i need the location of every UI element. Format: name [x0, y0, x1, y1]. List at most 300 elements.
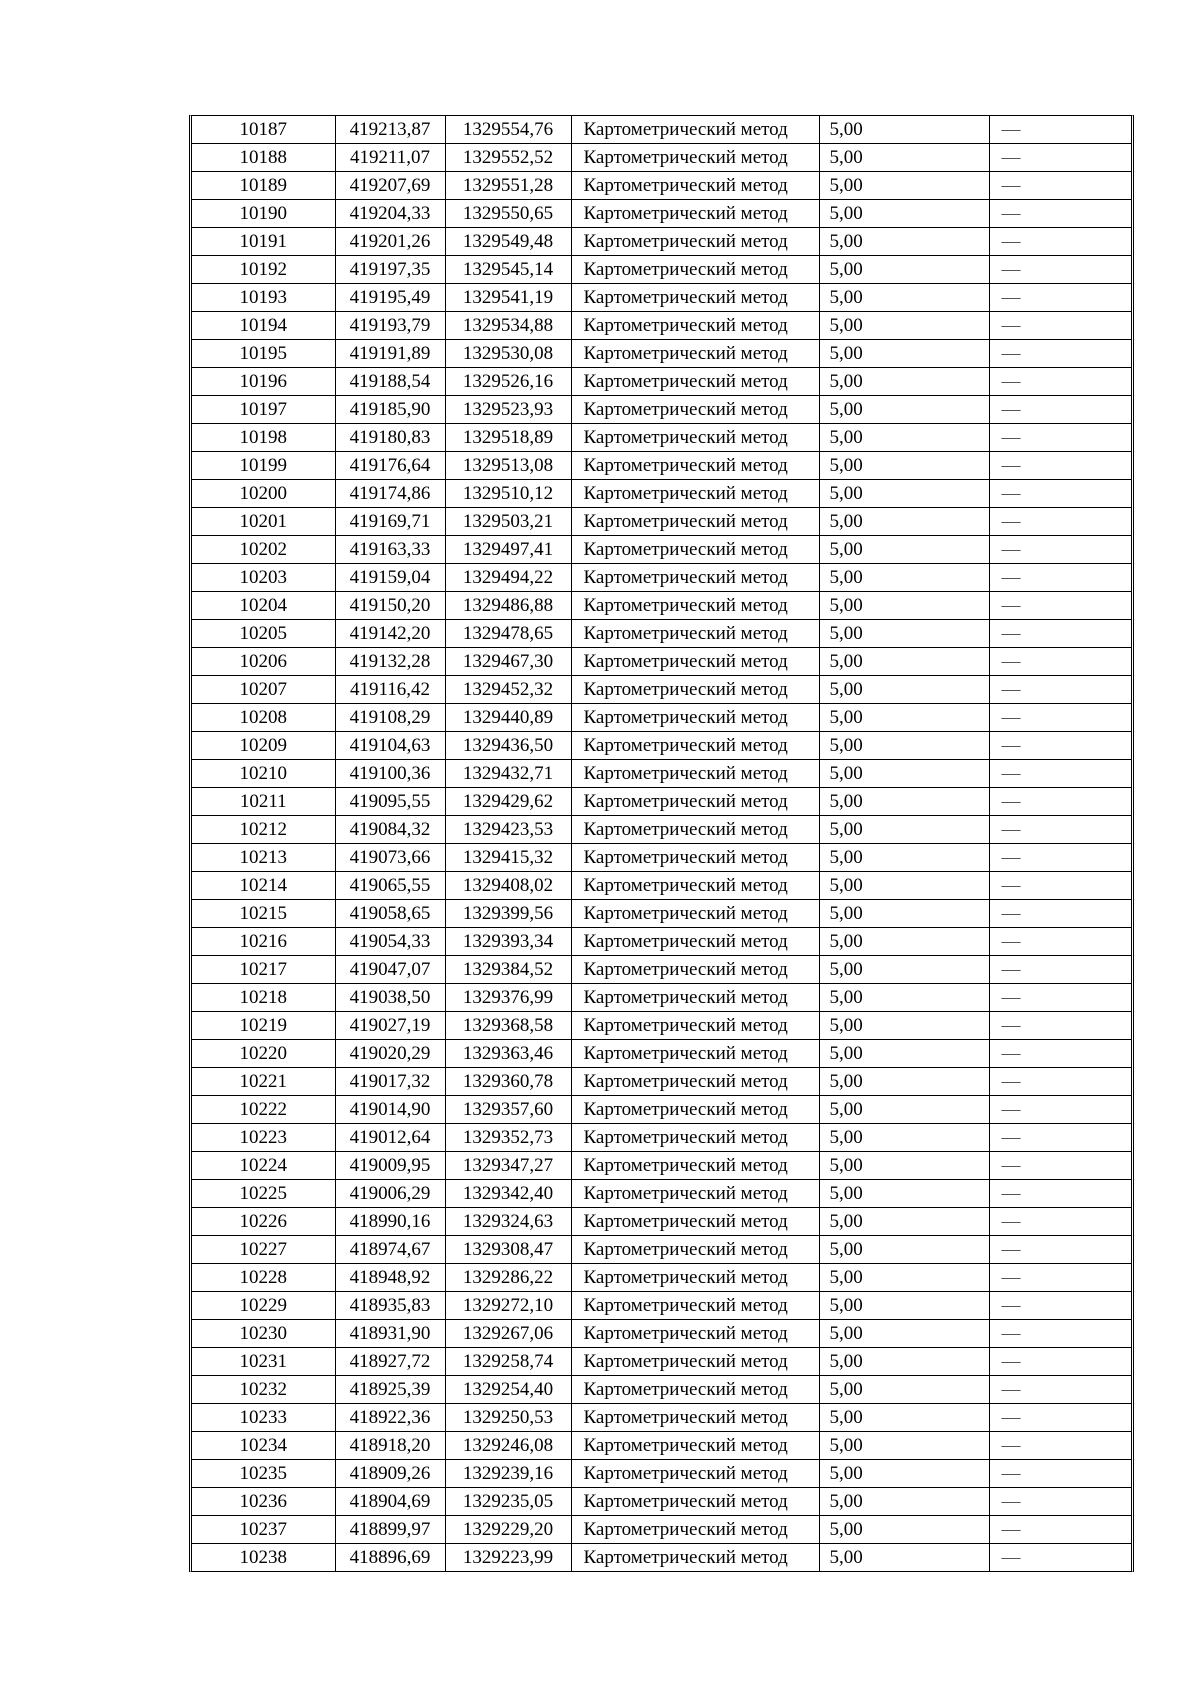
accuracy-cell: 5,00 — [819, 340, 989, 368]
y-coordinate-cell: 1329545,14 — [445, 256, 571, 284]
x-coordinate-cell: 419084,32 — [335, 816, 445, 844]
accuracy-cell: 5,00 — [819, 1376, 989, 1404]
x-coordinate-cell: 418990,16 — [335, 1208, 445, 1236]
x-coordinate-cell: 418931,90 — [335, 1320, 445, 1348]
y-coordinate-cell: 1329360,78 — [445, 1068, 571, 1096]
note-cell: — — [989, 928, 1131, 956]
y-coordinate-cell: 1329440,89 — [445, 704, 571, 732]
table-row — [192, 592, 1131, 620]
coordinates-table-container — [189, 115, 1134, 1572]
point-number-cell: 10195 — [192, 340, 335, 368]
y-coordinate-cell: 1329239,16 — [445, 1460, 571, 1488]
accuracy-cell: 5,00 — [819, 1460, 989, 1488]
note-cell: — — [989, 1460, 1131, 1488]
table-row — [192, 1152, 1131, 1180]
note-cell: — — [989, 1320, 1131, 1348]
x-coordinate-cell: 418948,92 — [335, 1264, 445, 1292]
table-row — [192, 1236, 1131, 1264]
method-cell: Картометрический метод — [571, 1432, 819, 1460]
y-coordinate-cell: 1329408,02 — [445, 872, 571, 900]
table-row — [192, 816, 1131, 844]
note-cell: — — [989, 1180, 1131, 1208]
y-coordinate-cell: 1329235,05 — [445, 1488, 571, 1516]
table-row — [192, 508, 1131, 536]
x-coordinate-cell: 419116,42 — [335, 676, 445, 704]
x-coordinate-cell: 419174,86 — [335, 480, 445, 508]
table-row — [192, 564, 1131, 592]
x-coordinate-cell: 419142,20 — [335, 620, 445, 648]
accuracy-cell: 5,00 — [819, 1152, 989, 1180]
method-cell: Картометрический метод — [571, 1124, 819, 1152]
x-coordinate-cell: 419012,64 — [335, 1124, 445, 1152]
note-cell: — — [989, 480, 1131, 508]
method-cell: Картометрический метод — [571, 452, 819, 480]
note-cell: — — [989, 564, 1131, 592]
point-number-cell: 10232 — [192, 1376, 335, 1404]
accuracy-cell: 5,00 — [819, 1012, 989, 1040]
y-coordinate-cell: 1329347,27 — [445, 1152, 571, 1180]
note-cell: — — [989, 844, 1131, 872]
x-coordinate-cell: 419195,49 — [335, 284, 445, 312]
y-coordinate-cell: 1329554,76 — [445, 116, 571, 144]
accuracy-cell: 5,00 — [819, 1292, 989, 1320]
coordinates-table-body — [192, 116, 1131, 1571]
y-coordinate-cell: 1329523,93 — [445, 396, 571, 424]
note-cell: — — [989, 368, 1131, 396]
point-number-cell: 10208 — [192, 704, 335, 732]
y-coordinate-cell: 1329552,52 — [445, 144, 571, 172]
point-number-cell: 10238 — [192, 1544, 335, 1572]
note-cell: — — [989, 284, 1131, 312]
method-cell: Картометрический метод — [571, 1180, 819, 1208]
note-cell: — — [989, 788, 1131, 816]
method-cell: Картометрический метод — [571, 1068, 819, 1096]
note-cell: — — [989, 536, 1131, 564]
method-cell: Картометрический метод — [571, 704, 819, 732]
point-number-cell: 10194 — [192, 312, 335, 340]
point-number-cell: 10207 — [192, 676, 335, 704]
table-row — [192, 732, 1131, 760]
note-cell: — — [989, 900, 1131, 928]
table-row — [192, 536, 1131, 564]
y-coordinate-cell: 1329429,62 — [445, 788, 571, 816]
note-cell: — — [989, 676, 1131, 704]
accuracy-cell: 5,00 — [819, 200, 989, 228]
method-cell: Картометрический метод — [571, 872, 819, 900]
accuracy-cell: 5,00 — [819, 536, 989, 564]
point-number-cell: 10230 — [192, 1320, 335, 1348]
point-number-cell: 10219 — [192, 1012, 335, 1040]
point-number-cell: 10199 — [192, 452, 335, 480]
method-cell: Картометрический метод — [571, 1236, 819, 1264]
table-row — [192, 648, 1131, 676]
method-cell: Картометрический метод — [571, 1376, 819, 1404]
x-coordinate-cell: 419204,33 — [335, 200, 445, 228]
table-row — [192, 760, 1131, 788]
point-number-cell: 10206 — [192, 648, 335, 676]
table-row — [192, 928, 1131, 956]
table-row — [192, 1292, 1131, 1320]
accuracy-cell: 5,00 — [819, 900, 989, 928]
accuracy-cell: 5,00 — [819, 368, 989, 396]
accuracy-cell: 5,00 — [819, 480, 989, 508]
y-coordinate-cell: 1329376,99 — [445, 984, 571, 1012]
y-coordinate-cell: 1329393,34 — [445, 928, 571, 956]
method-cell: Картометрический метод — [571, 564, 819, 592]
table-row — [192, 452, 1131, 480]
note-cell: — — [989, 1012, 1131, 1040]
point-number-cell: 10213 — [192, 844, 335, 872]
y-coordinate-cell: 1329423,53 — [445, 816, 571, 844]
note-cell: — — [989, 312, 1131, 340]
note-cell: — — [989, 1124, 1131, 1152]
accuracy-cell: 5,00 — [819, 564, 989, 592]
y-coordinate-cell: 1329267,06 — [445, 1320, 571, 1348]
note-cell: — — [989, 704, 1131, 732]
accuracy-cell: 5,00 — [819, 732, 989, 760]
x-coordinate-cell: 419132,28 — [335, 648, 445, 676]
method-cell: Картометрический метод — [571, 620, 819, 648]
point-number-cell: 10193 — [192, 284, 335, 312]
x-coordinate-cell: 419213,87 — [335, 116, 445, 144]
table-row — [192, 1068, 1131, 1096]
point-number-cell: 10224 — [192, 1152, 335, 1180]
y-coordinate-cell: 1329436,50 — [445, 732, 571, 760]
x-coordinate-cell: 419201,26 — [335, 228, 445, 256]
accuracy-cell: 5,00 — [819, 648, 989, 676]
x-coordinate-cell: 418925,39 — [335, 1376, 445, 1404]
y-coordinate-cell: 1329534,88 — [445, 312, 571, 340]
point-number-cell: 10188 — [192, 144, 335, 172]
accuracy-cell: 5,00 — [819, 1432, 989, 1460]
x-coordinate-cell: 419188,54 — [335, 368, 445, 396]
y-coordinate-cell: 1329541,19 — [445, 284, 571, 312]
method-cell: Картометрический метод — [571, 1320, 819, 1348]
method-cell: Картометрический метод — [571, 368, 819, 396]
method-cell: Картометрический метод — [571, 1404, 819, 1432]
x-coordinate-cell: 419159,04 — [335, 564, 445, 592]
y-coordinate-cell: 1329308,47 — [445, 1236, 571, 1264]
point-number-cell: 10200 — [192, 480, 335, 508]
method-cell: Картометрический метод — [571, 480, 819, 508]
y-coordinate-cell: 1329223,99 — [445, 1544, 571, 1572]
y-coordinate-cell: 1329497,41 — [445, 536, 571, 564]
table-row — [192, 312, 1131, 340]
x-coordinate-cell: 418904,69 — [335, 1488, 445, 1516]
method-cell: Картометрический метод — [571, 312, 819, 340]
method-cell: Картометрический метод — [571, 256, 819, 284]
note-cell: — — [989, 732, 1131, 760]
accuracy-cell: 5,00 — [819, 116, 989, 144]
table-row — [192, 956, 1131, 984]
method-cell: Картометрический метод — [571, 928, 819, 956]
y-coordinate-cell: 1329229,20 — [445, 1516, 571, 1544]
accuracy-cell: 5,00 — [819, 676, 989, 704]
x-coordinate-cell: 419058,65 — [335, 900, 445, 928]
y-coordinate-cell: 1329494,22 — [445, 564, 571, 592]
point-number-cell: 10215 — [192, 900, 335, 928]
note-cell: — — [989, 1488, 1131, 1516]
table-row — [192, 872, 1131, 900]
accuracy-cell: 5,00 — [819, 144, 989, 172]
x-coordinate-cell: 419027,19 — [335, 1012, 445, 1040]
accuracy-cell: 5,00 — [819, 452, 989, 480]
x-coordinate-cell: 418974,67 — [335, 1236, 445, 1264]
y-coordinate-cell: 1329452,32 — [445, 676, 571, 704]
note-cell: — — [989, 1264, 1131, 1292]
method-cell: Картометрический метод — [571, 1348, 819, 1376]
point-number-cell: 10191 — [192, 228, 335, 256]
point-number-cell: 10237 — [192, 1516, 335, 1544]
accuracy-cell: 5,00 — [819, 1404, 989, 1432]
note-cell: — — [989, 424, 1131, 452]
table-row — [192, 172, 1131, 200]
method-cell: Картометрический метод — [571, 984, 819, 1012]
note-cell: — — [989, 592, 1131, 620]
point-number-cell: 10205 — [192, 620, 335, 648]
table-row — [192, 1040, 1131, 1068]
note-cell: — — [989, 872, 1131, 900]
accuracy-cell: 5,00 — [819, 760, 989, 788]
method-cell: Картометрический метод — [571, 1040, 819, 1068]
point-number-cell: 10228 — [192, 1264, 335, 1292]
y-coordinate-cell: 1329549,48 — [445, 228, 571, 256]
x-coordinate-cell: 419009,95 — [335, 1152, 445, 1180]
point-number-cell: 10196 — [192, 368, 335, 396]
accuracy-cell: 5,00 — [819, 396, 989, 424]
table-row — [192, 1096, 1131, 1124]
table-row — [192, 1404, 1131, 1432]
table-row — [192, 368, 1131, 396]
point-number-cell: 10190 — [192, 200, 335, 228]
accuracy-cell: 5,00 — [819, 1236, 989, 1264]
note-cell: — — [989, 396, 1131, 424]
x-coordinate-cell: 419020,29 — [335, 1040, 445, 1068]
y-coordinate-cell: 1329258,74 — [445, 1348, 571, 1376]
accuracy-cell: 5,00 — [819, 704, 989, 732]
note-cell: — — [989, 228, 1131, 256]
accuracy-cell: 5,00 — [819, 1040, 989, 1068]
note-cell: — — [989, 1544, 1131, 1572]
x-coordinate-cell: 419104,63 — [335, 732, 445, 760]
x-coordinate-cell: 418922,36 — [335, 1404, 445, 1432]
accuracy-cell: 5,00 — [819, 1544, 989, 1572]
table-row — [192, 480, 1131, 508]
x-coordinate-cell: 418918,20 — [335, 1432, 445, 1460]
accuracy-cell: 5,00 — [819, 1516, 989, 1544]
note-cell: — — [989, 1068, 1131, 1096]
point-number-cell: 10221 — [192, 1068, 335, 1096]
table-row — [192, 704, 1131, 732]
table-row — [192, 396, 1131, 424]
method-cell: Картометрический метод — [571, 424, 819, 452]
y-coordinate-cell: 1329363,46 — [445, 1040, 571, 1068]
y-coordinate-cell: 1329526,16 — [445, 368, 571, 396]
x-coordinate-cell: 419006,29 — [335, 1180, 445, 1208]
y-coordinate-cell: 1329342,40 — [445, 1180, 571, 1208]
y-coordinate-cell: 1329510,12 — [445, 480, 571, 508]
x-coordinate-cell: 418909,26 — [335, 1460, 445, 1488]
y-coordinate-cell: 1329478,65 — [445, 620, 571, 648]
note-cell: — — [989, 956, 1131, 984]
y-coordinate-cell: 1329467,30 — [445, 648, 571, 676]
table-row — [192, 1516, 1131, 1544]
table-row — [192, 228, 1131, 256]
point-number-cell: 10211 — [192, 788, 335, 816]
method-cell: Картометрический метод — [571, 172, 819, 200]
table-row — [192, 1544, 1131, 1572]
point-number-cell: 10189 — [192, 172, 335, 200]
method-cell: Картометрический метод — [571, 144, 819, 172]
x-coordinate-cell: 419073,66 — [335, 844, 445, 872]
accuracy-cell: 5,00 — [819, 508, 989, 536]
y-coordinate-cell: 1329352,73 — [445, 1124, 571, 1152]
table-row — [192, 984, 1131, 1012]
note-cell: — — [989, 1152, 1131, 1180]
accuracy-cell: 5,00 — [819, 1488, 989, 1516]
point-number-cell: 10220 — [192, 1040, 335, 1068]
point-number-cell: 10218 — [192, 984, 335, 1012]
method-cell: Картометрический метод — [571, 200, 819, 228]
x-coordinate-cell: 419017,32 — [335, 1068, 445, 1096]
x-coordinate-cell: 419108,29 — [335, 704, 445, 732]
y-coordinate-cell: 1329368,58 — [445, 1012, 571, 1040]
note-cell: — — [989, 620, 1131, 648]
table-row — [192, 200, 1131, 228]
point-number-cell: 10225 — [192, 1180, 335, 1208]
method-cell: Картометрический метод — [571, 1096, 819, 1124]
point-number-cell: 10202 — [192, 536, 335, 564]
method-cell: Картометрический метод — [571, 116, 819, 144]
point-number-cell: 10216 — [192, 928, 335, 956]
x-coordinate-cell: 419065,55 — [335, 872, 445, 900]
method-cell: Картометрический метод — [571, 816, 819, 844]
x-coordinate-cell: 419197,35 — [335, 256, 445, 284]
x-coordinate-cell: 418899,97 — [335, 1516, 445, 1544]
accuracy-cell: 5,00 — [819, 172, 989, 200]
x-coordinate-cell: 418935,83 — [335, 1292, 445, 1320]
point-number-cell: 10192 — [192, 256, 335, 284]
coordinates-table — [192, 116, 1131, 1571]
accuracy-cell: 5,00 — [819, 1264, 989, 1292]
method-cell: Картометрический метод — [571, 732, 819, 760]
x-coordinate-cell: 418896,69 — [335, 1544, 445, 1572]
method-cell: Картометрический метод — [571, 592, 819, 620]
note-cell: — — [989, 984, 1131, 1012]
table-row — [192, 788, 1131, 816]
note-cell: — — [989, 172, 1131, 200]
method-cell: Картометрический метод — [571, 396, 819, 424]
accuracy-cell: 5,00 — [819, 1068, 989, 1096]
x-coordinate-cell: 419207,69 — [335, 172, 445, 200]
y-coordinate-cell: 1329513,08 — [445, 452, 571, 480]
point-number-cell: 10223 — [192, 1124, 335, 1152]
note-cell: — — [989, 1208, 1131, 1236]
table-row — [192, 1180, 1131, 1208]
x-coordinate-cell: 419169,71 — [335, 508, 445, 536]
point-number-cell: 10222 — [192, 1096, 335, 1124]
point-number-cell: 10233 — [192, 1404, 335, 1432]
point-number-cell: 10201 — [192, 508, 335, 536]
accuracy-cell: 5,00 — [819, 1124, 989, 1152]
x-coordinate-cell: 418927,72 — [335, 1348, 445, 1376]
accuracy-cell: 5,00 — [819, 1348, 989, 1376]
x-coordinate-cell: 419193,79 — [335, 312, 445, 340]
method-cell: Картометрический метод — [571, 648, 819, 676]
method-cell: Картометрический метод — [571, 1516, 819, 1544]
note-cell: — — [989, 116, 1131, 144]
note-cell: — — [989, 1348, 1131, 1376]
accuracy-cell: 5,00 — [819, 592, 989, 620]
method-cell: Картометрический метод — [571, 844, 819, 872]
note-cell: — — [989, 816, 1131, 844]
y-coordinate-cell: 1329518,89 — [445, 424, 571, 452]
x-coordinate-cell: 419185,90 — [335, 396, 445, 424]
table-row — [192, 284, 1131, 312]
method-cell: Картометрический метод — [571, 1460, 819, 1488]
table-row — [192, 844, 1131, 872]
note-cell: — — [989, 1432, 1131, 1460]
point-number-cell: 10197 — [192, 396, 335, 424]
point-number-cell: 10203 — [192, 564, 335, 592]
x-coordinate-cell: 419095,55 — [335, 788, 445, 816]
accuracy-cell: 5,00 — [819, 984, 989, 1012]
accuracy-cell: 5,00 — [819, 228, 989, 256]
point-number-cell: 10212 — [192, 816, 335, 844]
x-coordinate-cell: 419191,89 — [335, 340, 445, 368]
x-coordinate-cell: 419180,83 — [335, 424, 445, 452]
table-row — [192, 1376, 1131, 1404]
point-number-cell: 10204 — [192, 592, 335, 620]
point-number-cell: 10198 — [192, 424, 335, 452]
note-cell: — — [989, 1376, 1131, 1404]
point-number-cell: 10214 — [192, 872, 335, 900]
accuracy-cell: 5,00 — [819, 312, 989, 340]
point-number-cell: 10234 — [192, 1432, 335, 1460]
method-cell: Картометрический метод — [571, 1012, 819, 1040]
note-cell: — — [989, 452, 1131, 480]
x-coordinate-cell: 419150,20 — [335, 592, 445, 620]
point-number-cell: 10229 — [192, 1292, 335, 1320]
table-row — [192, 1460, 1131, 1488]
note-cell: — — [989, 340, 1131, 368]
method-cell: Картометрический метод — [571, 536, 819, 564]
method-cell: Картометрический метод — [571, 900, 819, 928]
method-cell: Картометрический метод — [571, 676, 819, 704]
point-number-cell: 10226 — [192, 1208, 335, 1236]
point-number-cell: 10227 — [192, 1236, 335, 1264]
x-coordinate-cell: 419047,07 — [335, 956, 445, 984]
y-coordinate-cell: 1329503,21 — [445, 508, 571, 536]
table-row — [192, 676, 1131, 704]
table-row — [192, 340, 1131, 368]
y-coordinate-cell: 1329324,63 — [445, 1208, 571, 1236]
table-row — [192, 144, 1131, 172]
point-number-cell: 10217 — [192, 956, 335, 984]
accuracy-cell: 5,00 — [819, 1208, 989, 1236]
method-cell: Картометрический метод — [571, 284, 819, 312]
accuracy-cell: 5,00 — [819, 816, 989, 844]
x-coordinate-cell: 419014,90 — [335, 1096, 445, 1124]
method-cell: Картометрический метод — [571, 1544, 819, 1572]
y-coordinate-cell: 1329272,10 — [445, 1292, 571, 1320]
accuracy-cell: 5,00 — [819, 620, 989, 648]
point-number-cell: 10187 — [192, 116, 335, 144]
point-number-cell: 10235 — [192, 1460, 335, 1488]
note-cell: — — [989, 1236, 1131, 1264]
accuracy-cell: 5,00 — [819, 788, 989, 816]
accuracy-cell: 5,00 — [819, 256, 989, 284]
